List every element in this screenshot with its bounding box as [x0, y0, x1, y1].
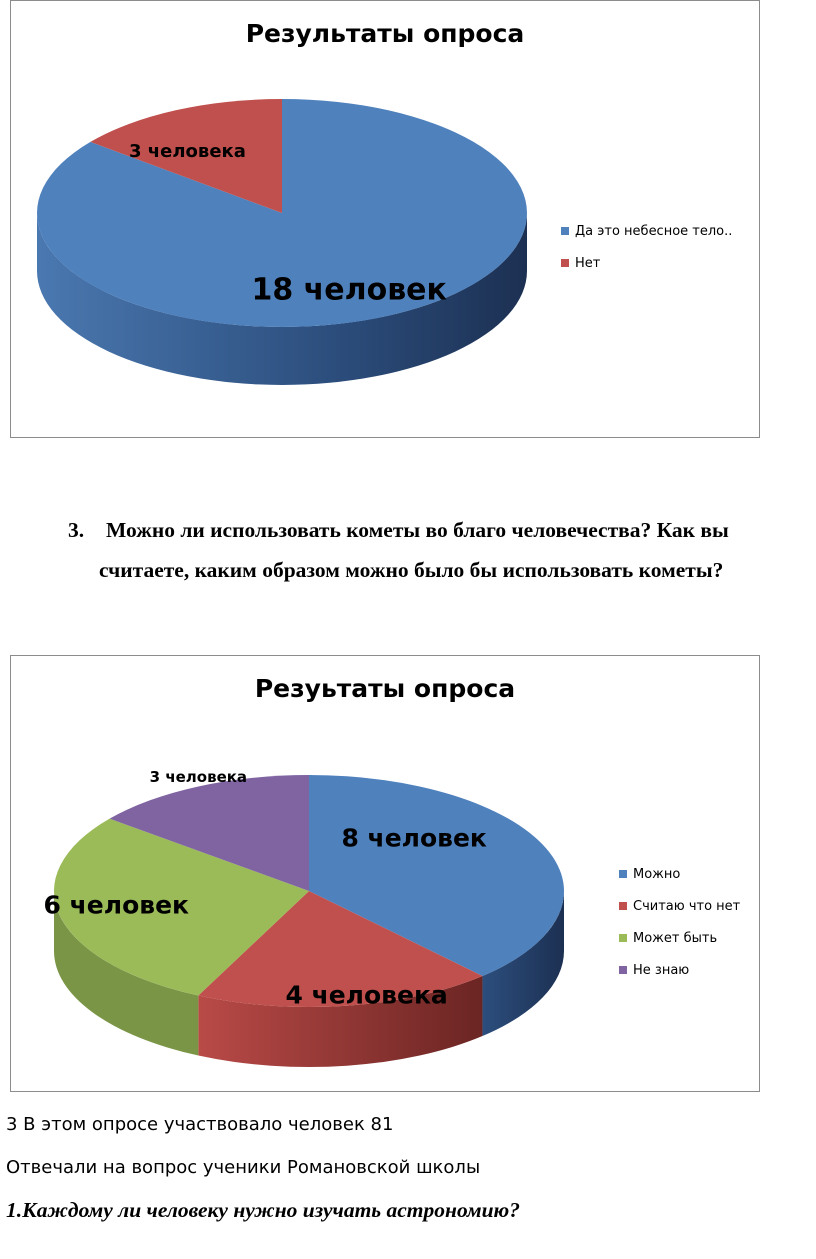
legend-item	[561, 255, 732, 271]
pie-data-label: 4 человека	[285, 980, 448, 1010]
legend-item	[619, 930, 740, 946]
chart-title: Резуьтаты опроса	[254, 674, 516, 703]
legend-item	[619, 962, 740, 978]
legend-swatch	[619, 934, 627, 942]
pie-data-label: 18 человек	[251, 272, 447, 308]
question-text-line2: считаете, каким образом можно было бы использовать кометы?	[99, 558, 724, 582]
legend-label: Да это небесное тело..	[575, 223, 733, 239]
legend-label: Считаю что нет	[633, 898, 741, 914]
question-number: 3.	[68, 518, 85, 542]
legend-item	[619, 866, 740, 882]
legend-item	[619, 898, 740, 914]
pie-chart-1	[10, 0, 760, 438]
legend-label: Может быть	[633, 930, 718, 946]
chart-legend	[619, 866, 740, 994]
pie-chart-plot	[11, 1, 759, 437]
legend-label: Нет	[575, 255, 601, 271]
legend-swatch	[619, 966, 627, 974]
chart-title: Результаты опроса	[245, 19, 525, 48]
question-text-line1: Можно ли использовать кометы во благо человечества? Как вы	[106, 518, 729, 542]
legend-label: Можно	[633, 866, 681, 882]
pie-data-label: 3 человека	[129, 141, 246, 163]
legend-swatch	[561, 259, 569, 267]
pie-data-label: 3 человека	[149, 767, 248, 786]
question-1: 1.Каждому ли человеку нужно изучать астрономию?	[6, 1198, 521, 1222]
pie-chart-2	[10, 655, 760, 1092]
pie-data-label: 8 человек	[341, 823, 487, 853]
legend-item	[561, 223, 732, 239]
legend-label: Не знаю	[633, 962, 690, 978]
participants-note: 3 В этом опросе участвовало человек 81	[6, 1114, 394, 1135]
legend-swatch	[619, 870, 627, 878]
legend-swatch	[561, 227, 569, 235]
pie-data-label: 6 человек	[43, 890, 190, 920]
respondents-note: Отвечали на вопрос ученики Романовской школы	[6, 1157, 481, 1178]
legend-swatch	[619, 902, 627, 910]
chart-legend	[561, 223, 732, 287]
